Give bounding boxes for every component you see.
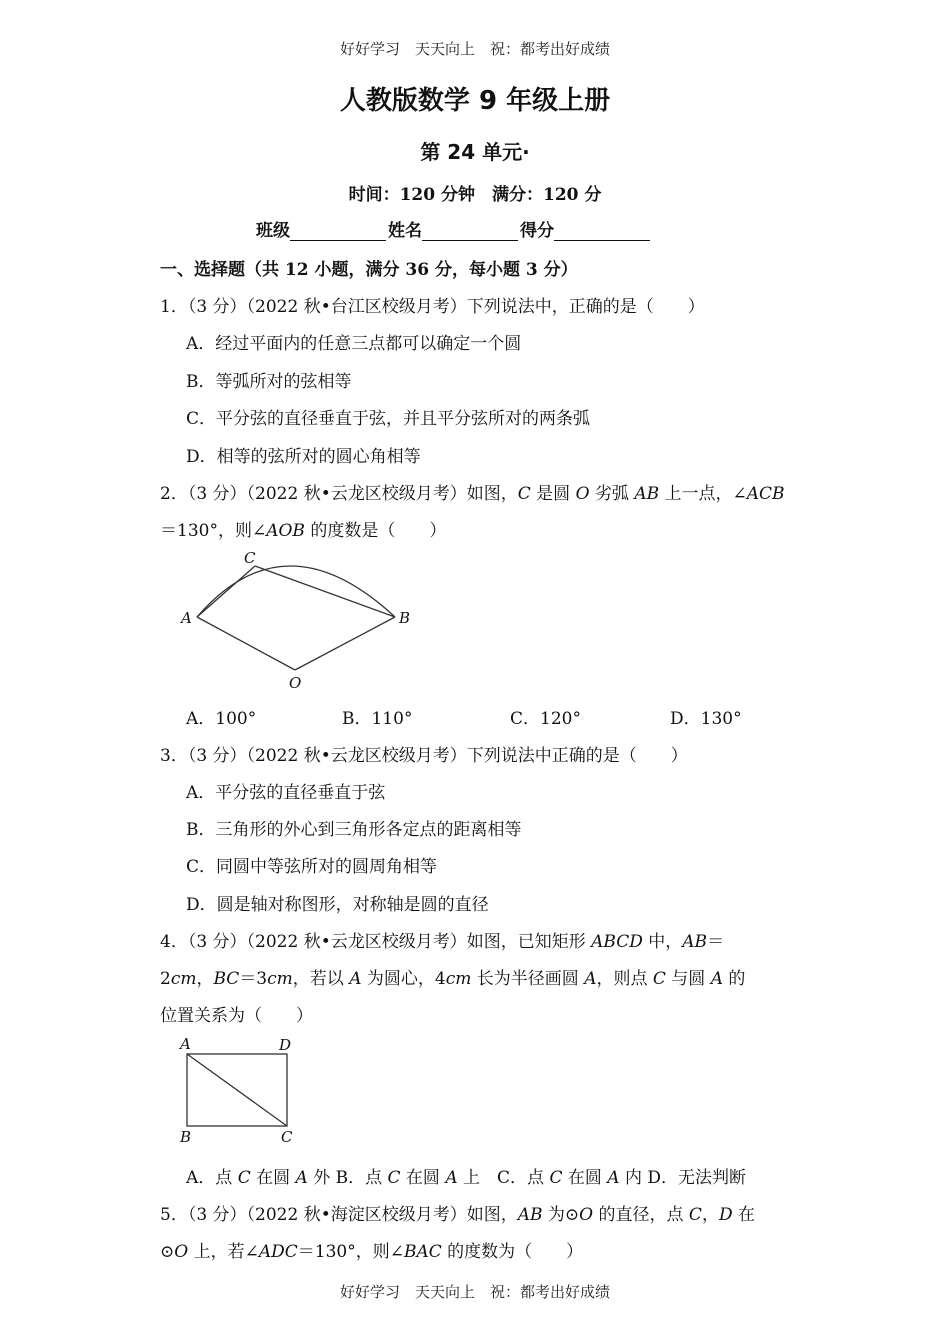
q2-stem-line1: 2．（3 分）（2022 秋•云龙区校级月考）如图，C 是圆 O 劣弧 AB 上一点，∠ACB bbox=[160, 484, 785, 504]
q1-stem: 1．（3 分）（2022 秋•台江区校级月考）下列说法中，正确的是（ ） bbox=[160, 297, 705, 317]
q1-option-a: A．经过平面内的任意三点都可以确定一个圆 bbox=[186, 334, 522, 354]
label-d: D bbox=[279, 1036, 292, 1054]
q2-figure bbox=[175, 545, 425, 695]
segment-ao bbox=[197, 617, 295, 670]
student-info-line bbox=[256, 216, 652, 241]
page-footer: 好好学习 天天向上 祝：都考出好成绩 bbox=[339, 1283, 610, 1301]
page-title: 人教版数学 9 年级上册 bbox=[339, 86, 611, 116]
q3-option-d: D．圆是轴对称图形，对称轴是圆的直径 bbox=[186, 895, 489, 915]
q2-option-b: B．110° bbox=[342, 709, 413, 729]
unit-subtitle: 第 24 单元· bbox=[420, 140, 530, 164]
label-a: A bbox=[180, 1035, 191, 1053]
q4-stem-line1: 4．（3 分）（2022 秋•云龙区校级月考）如图，已知矩形 ABCD 中，AB＝ bbox=[160, 932, 725, 952]
q5-stem-line1: 5．（3 分）（2022 秋•海淀区校级月考）如图，AB 为⊙O 的直径，点 C，D 在 bbox=[160, 1205, 755, 1225]
q1-option-d: D．相等的弦所对的圆心角相等 bbox=[186, 447, 421, 467]
q1-option-b: B．等弧所对的弦相等 bbox=[186, 372, 352, 392]
label-b: B bbox=[180, 1128, 192, 1146]
q3-stem: 3．（3 分）（2022 秋•云龙区校级月考）下列说法中正确的是（ ） bbox=[160, 746, 688, 766]
q4-stem-line2: 2cm，BC＝3cm，若以 A 为圆心，4cm 长为半径画圆 A，则点 C 与圆 A 的 bbox=[160, 969, 746, 989]
q4-options: A．点 C 在圆 A 外 B．点 C 在圆 A 上 C．点 C 在圆 A 内 D．无法判断 bbox=[186, 1168, 746, 1188]
diagonal-ac bbox=[187, 1054, 287, 1126]
q2-option-d: D．130° bbox=[670, 709, 742, 729]
label-b: B bbox=[399, 609, 411, 627]
q3-option-a: A．平分弦的直径垂直于弦 bbox=[186, 783, 386, 803]
class-label: 班级 bbox=[256, 221, 290, 241]
label-c: C bbox=[244, 549, 256, 567]
q4-figure bbox=[175, 1034, 305, 1146]
label-a: A bbox=[181, 609, 192, 627]
name-label: 姓名 bbox=[388, 221, 422, 241]
segment-cb bbox=[255, 566, 395, 617]
q1-option-c: C．平分弦的直径垂直于弦，并且平分弦所对的两条弧 bbox=[186, 409, 591, 429]
q5-stem-line2: ⊙O 上，若∠ADC＝130°，则∠BAC 的度数为（ ） bbox=[160, 1242, 584, 1262]
q3-option-c: C．同圆中等弦所对的圆周角相等 bbox=[186, 857, 438, 877]
name-blank[interactable] bbox=[422, 222, 518, 241]
section-heading: 一、选择题（共 12 小题，满分 36 分，每小题 3 分） bbox=[160, 260, 578, 280]
segment-ac bbox=[197, 566, 255, 617]
segment-bo bbox=[295, 617, 395, 670]
label-c: C bbox=[281, 1128, 293, 1146]
q4-stem-line3: 位置关系为（ ） bbox=[160, 1006, 313, 1026]
time-score-line: 时间：120 分钟 满分：120 分 bbox=[348, 185, 602, 205]
score-blank[interactable] bbox=[554, 222, 650, 241]
q3-option-b: B．三角形的外心到三角形各定点的距离相等 bbox=[186, 820, 522, 840]
label-o: O bbox=[289, 674, 302, 692]
q2-stem-line2: ＝130°，则∠AOB 的度数是（ ） bbox=[160, 521, 447, 541]
class-blank[interactable] bbox=[290, 222, 386, 241]
q2-option-c: C．120° bbox=[510, 709, 581, 729]
score-label: 得分 bbox=[520, 221, 554, 241]
page-header: 好好学习 天天向上 祝：都考出好成绩 bbox=[339, 40, 610, 58]
q2-option-a: A．100° bbox=[186, 709, 257, 729]
